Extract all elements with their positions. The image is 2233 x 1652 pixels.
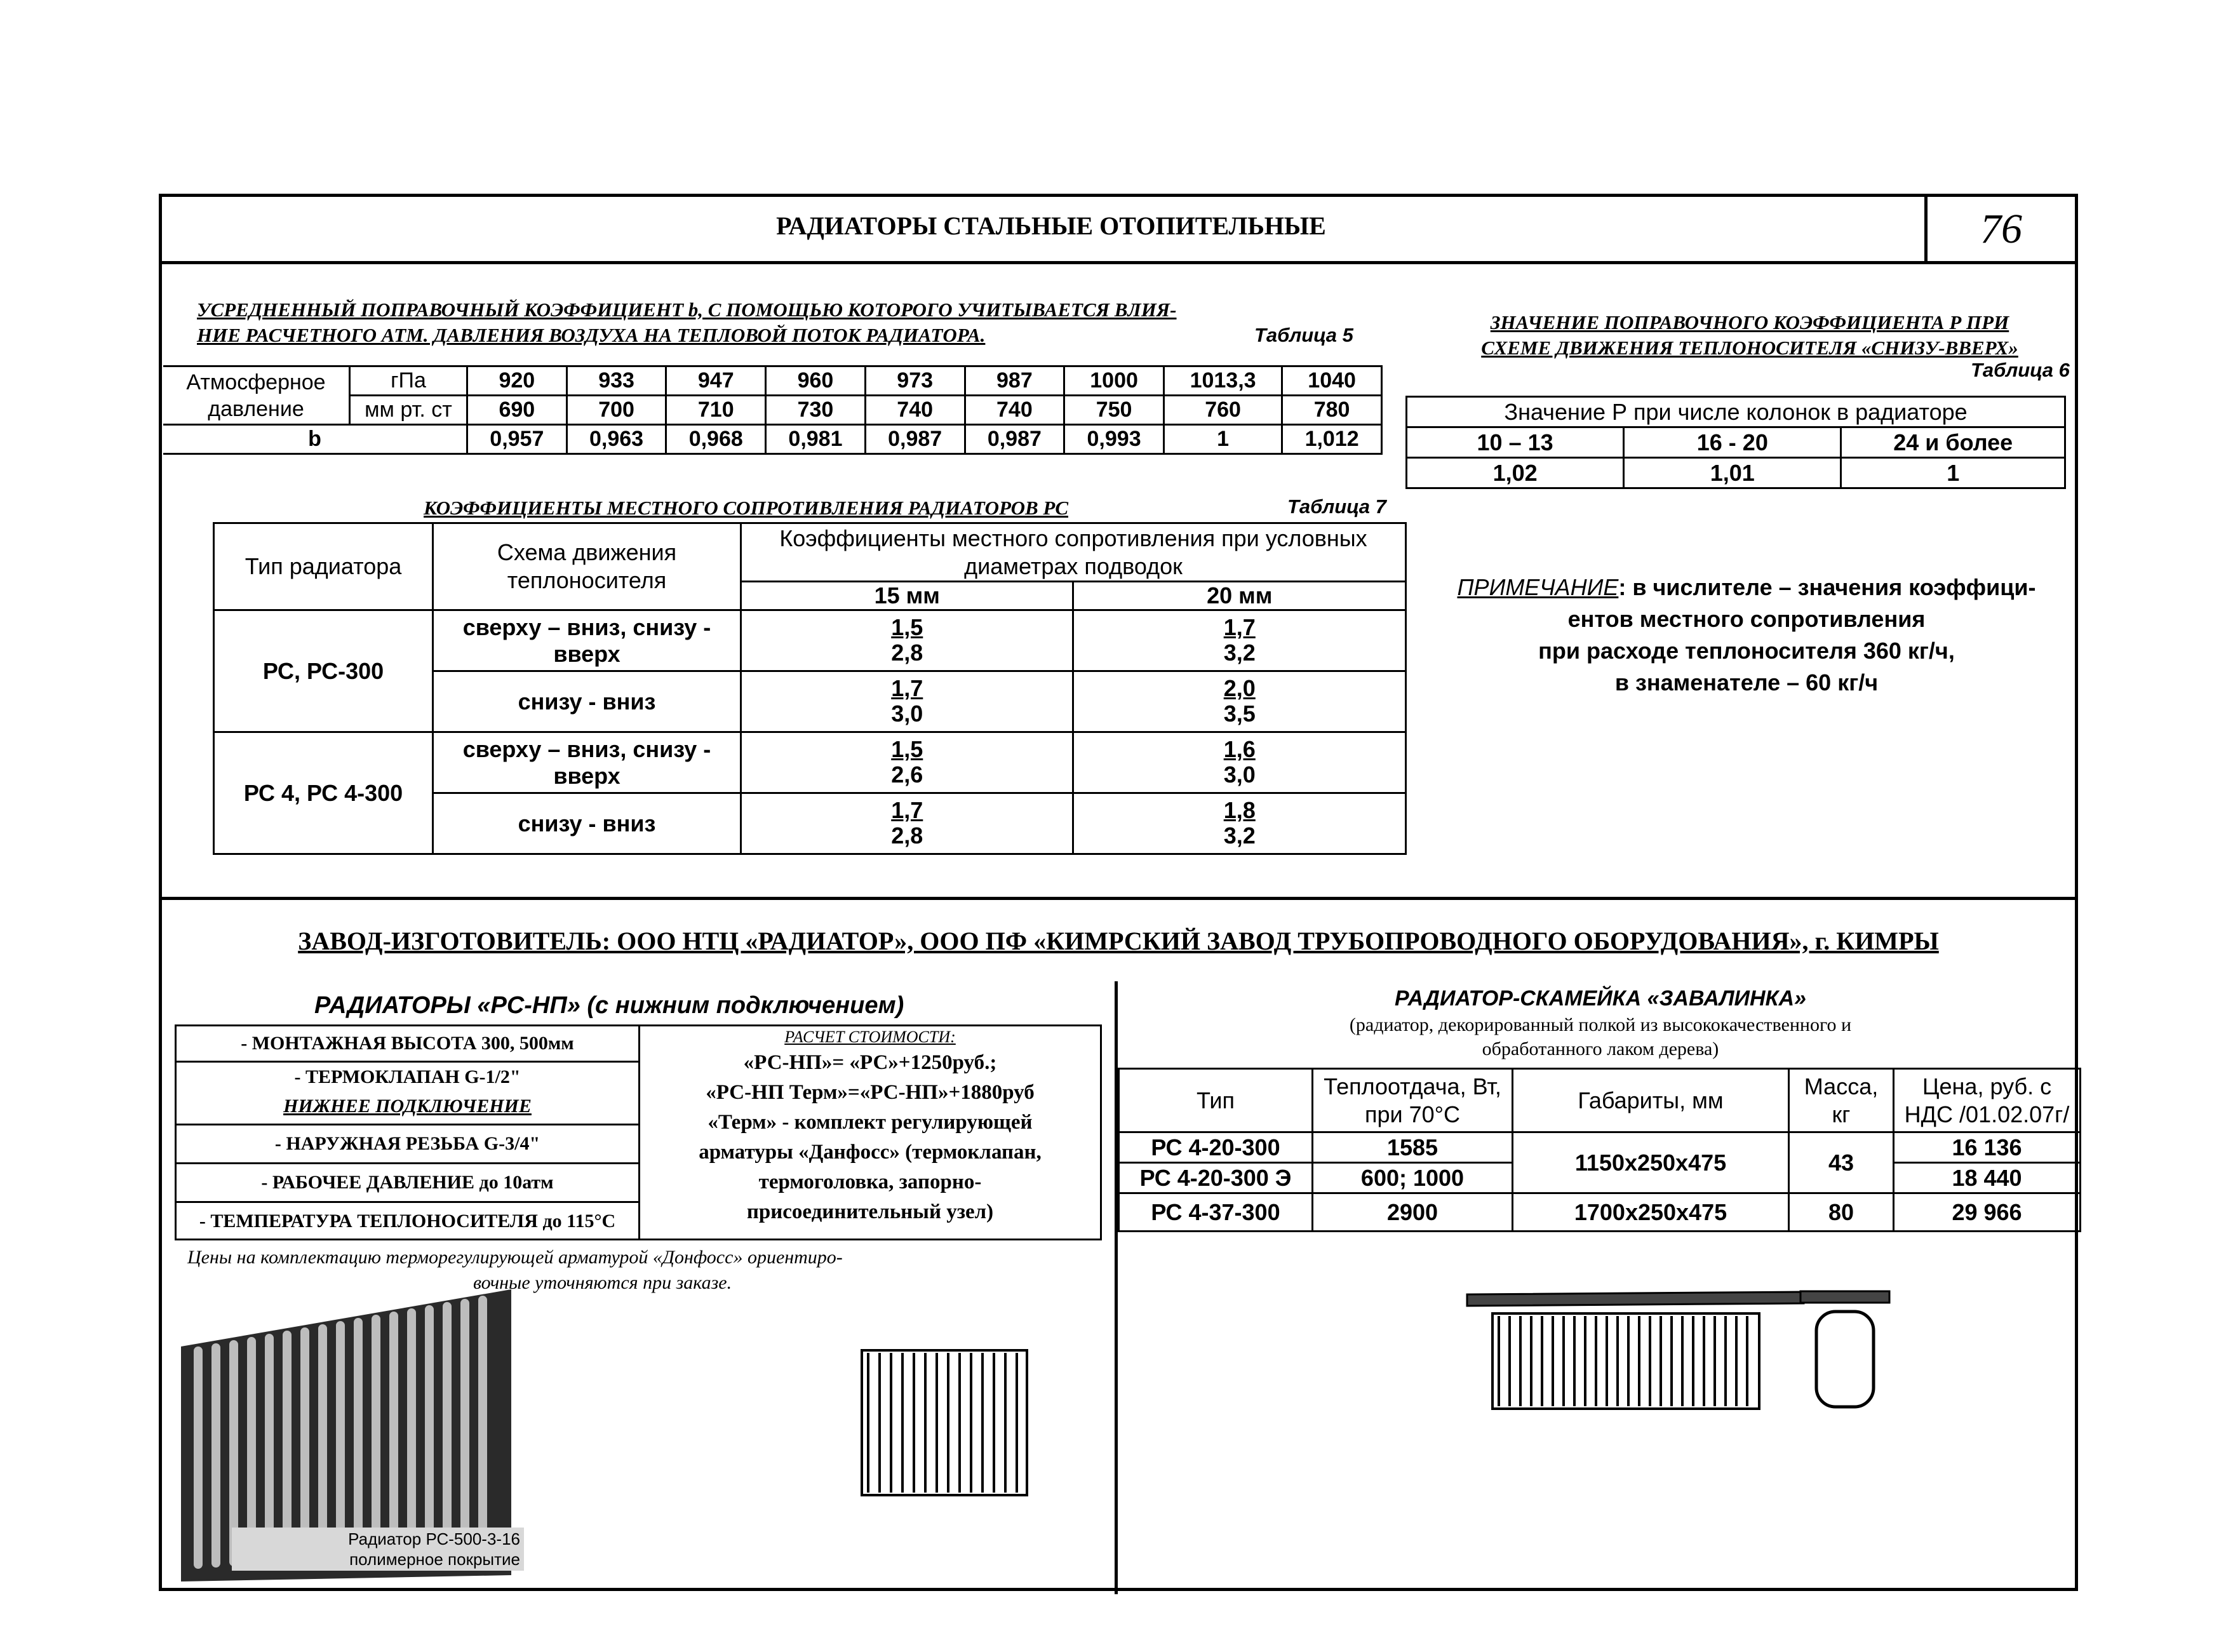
radiator-rib	[460, 1299, 469, 1550]
table5-unit-mm: мм рт. ст	[350, 396, 467, 425]
table5-cell: 760	[1163, 396, 1282, 425]
table7-h-scheme: Схема движения теплоносителя	[433, 523, 741, 610]
table5-label: Таблица 5	[1254, 324, 1353, 346]
page-title: РАДИАТОРЫ СТАЛЬНЫЕ ОТОПИТЕЛЬНЫЕ	[776, 212, 1326, 240]
zav-cell: 600; 1000	[1313, 1163, 1513, 1193]
table5-cell: 1040	[1282, 366, 1382, 396]
table6-col: 10 – 13	[1407, 427, 1624, 458]
table6-value: 1,02	[1407, 458, 1624, 488]
table7-scheme: сверху – вниз, снизу - вверх	[433, 610, 741, 671]
numerator: 1,7	[891, 675, 923, 701]
table5-cell: 730	[766, 396, 866, 425]
table6-value: 1,01	[1624, 458, 1841, 488]
manufacturer-line: ЗАВОД-ИЗГОТОВИТЕЛЬ: ООО НТЦ «РАДИАТОР», ООО ПФ «КИМРСКИЙ ЗАВОД ТРУБОПРОВОДНОГО ОБОРУДОВАНИЯ», г. КИМРЫ	[298, 927, 1939, 955]
spec-temperature: - ТЕМПЕРАТУРА ТЕПЛОНОСИТЕЛЯ до 115°С	[199, 1211, 616, 1232]
numerator: 1,5	[891, 736, 923, 762]
table5-cell: 1	[1163, 425, 1282, 454]
table5-cell: 0,968	[666, 425, 766, 454]
denominator: 3,2	[1223, 640, 1256, 666]
title-bar	[162, 197, 2075, 264]
note-line3: при расходе теплоносителя 360 кг/ч,	[1538, 638, 1955, 664]
table5-cell: 740	[965, 396, 1064, 425]
zav-h: Масса, кг	[1789, 1069, 1894, 1132]
table6-label: Таблица 6	[1971, 359, 2070, 381]
table5-b-label: b	[163, 425, 467, 454]
table5-cell: 920	[467, 366, 567, 396]
radiator-rib	[407, 1308, 416, 1554]
rcnp-box	[175, 1024, 1102, 1240]
calc-line: «РС-НП Терм»=«РС-НП»+1880руб	[706, 1081, 1035, 1104]
section-divider	[162, 897, 2075, 900]
zavalinka-subtitle-line1: (радиатор, декорированный полкой из высококачественного и	[1349, 1014, 1852, 1035]
spec-thread: - НАРУЖНАЯ РЕЗЬБА G-3/4"	[177, 1125, 638, 1164]
denominator: 2,8	[891, 640, 923, 666]
calc-line: арматуры «Данфосс» (термоклапан,	[699, 1141, 1042, 1164]
calc-line: термоголовка, запорно-	[758, 1171, 982, 1193]
table7-scheme: снизу - вниз	[433, 671, 741, 732]
table7-scheme: снизу - вниз	[433, 793, 741, 854]
table6-caption	[1419, 310, 2080, 361]
spec-bottom-connection: НИЖНЕЕ ПОДКЛЮЧЕНИЕ	[283, 1096, 532, 1117]
table7-h-coef: Коэффициенты местного сопротивления при условных диаметрах подводок	[741, 523, 1406, 582]
radiator-rib	[211, 1343, 220, 1568]
zav-cell: 1585	[1313, 1132, 1513, 1163]
table7-scheme: сверху – вниз, снизу - вверх	[433, 732, 741, 793]
footnote-line1: Цены на комплектацию терморегулирующей арматурой «Донфосс» ориентиро-	[187, 1247, 843, 1268]
table5-cell: 710	[666, 396, 766, 425]
zav-cell: 80	[1789, 1193, 1894, 1232]
table5-cell: 0,993	[1064, 425, 1164, 454]
rcnp-calc	[640, 1026, 1100, 1227]
spec-mount-height: - МОНТАЖНАЯ ВЫСОТА 300, 500мм	[177, 1026, 638, 1063]
zav-cell: РС 4-20-300	[1119, 1132, 1313, 1163]
table5	[163, 365, 1383, 455]
zav-cell: 43	[1789, 1132, 1894, 1193]
zav-cell: РС 4-20-300 Э	[1119, 1163, 1313, 1193]
table6-header: Значение Р при числе колонок в радиаторе	[1407, 397, 2065, 427]
table7-frac	[1073, 671, 1406, 732]
note-line2: ентов местного сопротивления	[1567, 606, 1926, 632]
numerator: 1,8	[1223, 797, 1256, 823]
zav-cell: 18 440	[1894, 1163, 2081, 1193]
radiator-rib	[389, 1312, 398, 1555]
table6-value: 1	[1841, 458, 2065, 488]
table5-cell: 973	[865, 366, 965, 396]
footnote-line2: вочные уточняются при заказе.	[473, 1272, 732, 1293]
zavalinka-subtitle	[1121, 1013, 2080, 1061]
numerator: 1,7	[891, 797, 923, 823]
table5-cell: 700	[567, 396, 666, 425]
numerator: 1,7	[1223, 614, 1256, 640]
table5-cell: 0,963	[567, 425, 666, 454]
radiator-rib	[318, 1324, 327, 1560]
table5-cell: 1,012	[1282, 425, 1382, 454]
table7-h-20: 20 мм	[1073, 582, 1406, 610]
zav-cell: РС 4-37-300	[1119, 1193, 1313, 1232]
table5-cell: 0,957	[467, 425, 567, 454]
zav-cell: 2900	[1313, 1193, 1513, 1232]
note-text: : в числителе – значения коэффици-	[1618, 574, 2036, 600]
table7-frac	[741, 671, 1073, 732]
zav-cell: 1150x250x475	[1513, 1132, 1789, 1193]
table5-cell: 0,981	[766, 425, 866, 454]
table6-caption-line2: СХЕМЕ ДВИЖЕНИЯ ТЕПЛОНОСИТЕЛЯ «СНИЗУ-ВВЕРХ»	[1481, 337, 2018, 359]
numerator: 1,5	[891, 614, 923, 640]
zav-cell: 29 966	[1894, 1193, 2081, 1232]
denominator: 3,2	[1223, 823, 1256, 849]
denominator: 2,6	[891, 762, 923, 788]
rcnp-specs	[177, 1026, 640, 1239]
table5-cell: 0,987	[965, 425, 1064, 454]
note-label: ПРИМЕЧАНИЕ	[1457, 574, 1619, 600]
table7-frac	[741, 793, 1073, 854]
table5-cell: 987	[965, 366, 1064, 396]
table7	[213, 522, 1407, 855]
photo-caption-line1: Радиатор РС-500-3-16	[348, 1529, 520, 1548]
bench-radiator-side-drawing	[1797, 1286, 1893, 1445]
photo-caption-line2: полимерное покрытие	[349, 1550, 520, 1569]
table7-frac	[741, 610, 1073, 671]
table5-cell: 933	[567, 366, 666, 396]
calc-title: РАСЧЕТ СТОИМОСТИ:	[784, 1028, 956, 1046]
radiator-rib	[194, 1346, 203, 1569]
zavalinka-subtitle-line2: обработанного лаком дерева)	[1482, 1038, 1719, 1059]
table5-pressure-header: Атмосферное давление	[163, 366, 350, 425]
table7-h-type: Тип радиатора	[214, 523, 433, 610]
zav-cell: 1700x250x475	[1513, 1193, 1789, 1232]
calc-line: «Терм» - комплект регулирующей	[707, 1111, 1033, 1134]
radiator-rib	[300, 1327, 309, 1561]
photo-caption	[232, 1528, 524, 1571]
numerator: 2,0	[1223, 675, 1256, 701]
table6-caption-line1: ЗНАЧЕНИЕ ПОПРАВОЧНОГО КОЭФФИЦИЕНТА Р ПРИ	[1490, 311, 2009, 333]
table5-cell: 750	[1064, 396, 1164, 425]
table7-caption: КОЭФФИЦИЕНТЫ МЕСТНОГО СОПРОТИВЛЕНИЯ РАДИАТОРОВ РС	[424, 497, 1068, 519]
radiator-rib	[478, 1296, 487, 1548]
table6-col: 24 и более	[1841, 427, 2065, 458]
table7-frac	[741, 732, 1073, 793]
zav-h: Габариты, мм	[1513, 1069, 1789, 1132]
spec-pressure: - РАБОЧЕЕ ДАВЛЕНИЕ до 10атм	[177, 1164, 638, 1203]
zav-h: Теплоотдача, Вт, при 70°С	[1313, 1069, 1513, 1132]
radiator-drawing	[829, 1346, 1057, 1531]
table5-cell: 690	[467, 396, 567, 425]
spec-thermovalve-line: - ТЕРМОКЛАПАН G-1/2"	[294, 1066, 521, 1087]
table7-h-15: 15 мм	[741, 582, 1073, 610]
table7-frac	[1073, 610, 1406, 671]
radiator-rib	[336, 1321, 345, 1559]
calc-line: присоединительный узел)	[746, 1200, 994, 1223]
numerator: 1,6	[1223, 736, 1256, 762]
zav-cell: 16 136	[1894, 1132, 2081, 1163]
table5-caption-line2: НИЕ РАСЧЕТНОГО АТМ. ДАВЛЕНИЯ ВОЗДУХА НА ТЕПЛОВОЙ ПОТОК РАДИАТОРА.	[197, 324, 986, 346]
page-frame	[159, 194, 2078, 1591]
zav-h: Тип	[1119, 1069, 1313, 1132]
zavalinka-table	[1118, 1068, 2081, 1232]
zavalinka-title: РАДИАТОР-СКАМЕЙКА «ЗАВАЛИНКА»	[1395, 986, 1806, 1011]
table5-unit-hpa: гПа	[350, 366, 467, 396]
radiator-rib	[443, 1302, 452, 1551]
table5-cell: 0,987	[865, 425, 965, 454]
note	[1426, 572, 2067, 699]
page-number: 76	[1924, 197, 2075, 261]
table5-cell: 780	[1282, 396, 1382, 425]
table5-cell: 1013,3	[1163, 366, 1282, 396]
denominator: 3,0	[891, 701, 923, 727]
bench-radiator-front-drawing	[1464, 1289, 1807, 1442]
table6	[1405, 396, 2066, 489]
table7-type: РС 4, РС 4-300	[214, 732, 433, 854]
table5-caption-line1: УСРЕДНЕННЫЙ ПОПРАВОЧНЫЙ КОЭФФИЦИЕНТ b, С ПОМОЩЬЮ КОТОРОГО УЧИТЫВАЕТСЯ ВЛИЯ-	[197, 299, 1177, 321]
calc-line: «РС-НП»= «РС»+1250руб.;	[743, 1051, 997, 1074]
denominator: 3,0	[1223, 762, 1256, 788]
radiator-rib	[372, 1315, 380, 1556]
table6-col: 16 - 20	[1624, 427, 1841, 458]
zav-h: Цена, руб. с НДС /01.02.07г/	[1894, 1069, 2081, 1132]
table5-cell: 1000	[1064, 366, 1164, 396]
table7-label: Таблица 7	[1287, 495, 1386, 518]
table7-frac	[1073, 793, 1406, 854]
denominator: 3,5	[1223, 701, 1256, 727]
note-line4: в знаменателе – 60 кг/ч	[1614, 669, 1879, 695]
spec-thermovalve	[177, 1063, 638, 1125]
denominator: 2,8	[891, 823, 923, 849]
rcnp-title: РАДИАТОРЫ «РС-НП» (с нижним подключением)	[314, 992, 904, 1019]
table7-frac	[1073, 732, 1406, 793]
table5-cell: 740	[865, 396, 965, 425]
radiator-rib	[425, 1305, 434, 1552]
radiator-rib	[354, 1318, 363, 1557]
table5-cell: 947	[666, 366, 766, 396]
note-line1	[1426, 572, 2067, 603]
table7-type: РС, РС-300	[214, 610, 433, 732]
table5-cell: 960	[766, 366, 866, 396]
